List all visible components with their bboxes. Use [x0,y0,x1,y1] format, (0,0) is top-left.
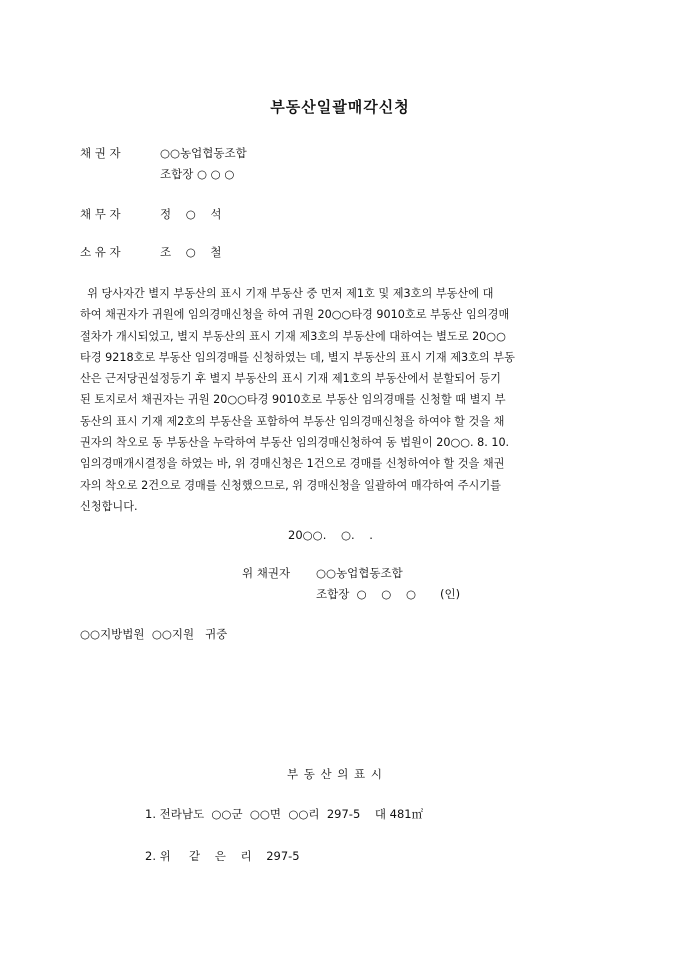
body-line: 자의 착오로 2건으로 경매를 신청했으므로, 위 경매신청을 일괄하여 매각하여 주시기를 [80,478,501,492]
application-body [80,283,600,517]
body-line: 산은 근저당권설정등기 후 별지 부동산의 표시 기재 제1호의 부동산에서 분할되어 등기 [80,372,501,386]
body-line: 권자의 착오로 동 부동산을 누락하여 부동산 임의경매신청하여 동 법원이 20○○. 8. 10. [80,436,510,450]
property-item-2: 2. 위 같 은 리 297-5 [145,849,300,863]
body-line: 위 당사자간 별지 부동산의 표시 기재 부동산 중 먼저 제1호 및 제3호의 부동산에 대 [80,287,494,300]
body-line: 신청합니다. [80,499,138,513]
body-line: 동산의 표시 기재 제2호의 부동산을 포함하여 부동산 임의경매신청을 하여야 할 것을 채 [80,414,505,428]
owner-name: 조 ○ 철 [160,245,222,259]
signer-prefix: 위 채권자 [242,566,291,580]
body-line: 임의경매개시결정을 하였는 바, 위 경매신청은 1건으로 경매를 신청하여야 할 것을 채권 [80,457,505,471]
document-title: 부동산일괄매각신청 [270,98,410,116]
seal-mark: (인) [440,587,461,601]
signer-representative: 조합장 ○ ○ ○ [316,587,416,601]
body-line: 하여 채권자가 귀원에 임의경매신청을 하여 귀원 20○○타경 9010호로 부동산 임의경매 [80,308,510,322]
application-date: 20○○. ○. . [288,528,373,542]
property-section-title: 부 동 산 의 표 시 [287,767,383,781]
signer-name: ○○농업협동조합 [316,566,403,580]
body-line: 된 토지로서 채권자는 귀원 20○○타경 9010호로 부동산 임의경매를 신청할 때 별지 부 [80,393,506,407]
creditor-label: 채 권 자 [80,146,121,160]
creditor-name: ○○농업협동조합 [160,146,247,160]
debtor-label: 채 무 자 [80,207,121,221]
property-item-1: 1. 전라남도 ○○군 ○○면 ○○리 297-5 대 481㎡ [145,807,424,821]
debtor-name: 정 ○ 석 [160,207,222,221]
body-line: 절차가 개시되었고, 별지 부동산의 표시 기재 제3호의 부동산에 대하여는 별도로 20○○ [80,329,506,343]
owner-label: 소 유 자 [80,245,121,259]
body-line: 타경 9218호로 부동산 임의경매를 신청하였는 데, 별지 부동산의 표시 기재 제3호의 부동 [80,350,515,364]
court-addressee: ○○지방법원 ○○지원 귀중 [80,627,228,641]
creditor-representative: 조합장 ○ ○ ○ [160,167,235,181]
